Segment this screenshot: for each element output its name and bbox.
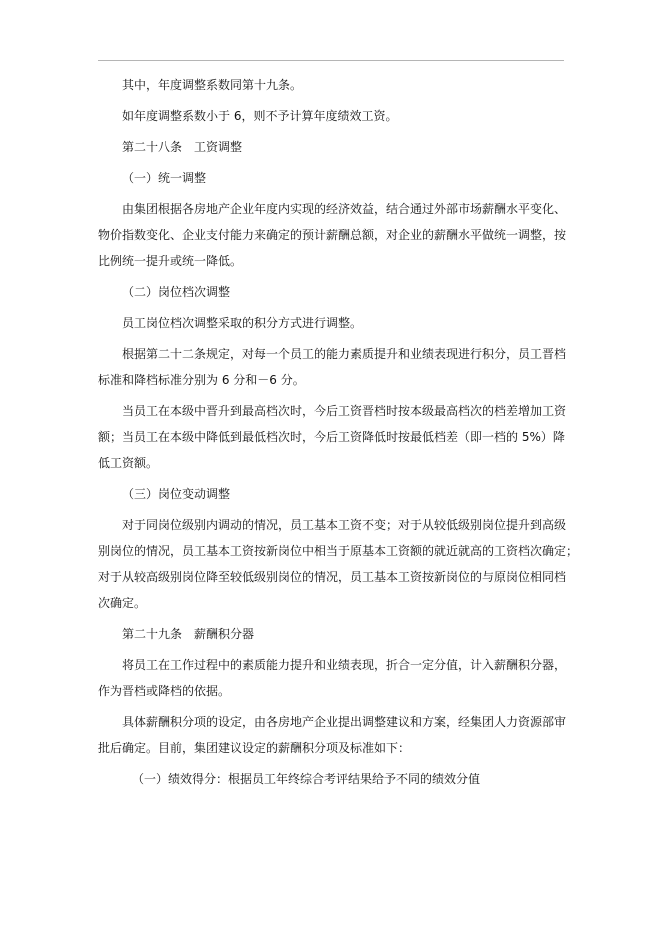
text-line: 具体薪酬积分项的设定，由各房地产企业提出调整建议和方案，经集团人力资源部审 (122, 715, 567, 729)
header-rule (98, 60, 564, 61)
text-line: 次确定。 (98, 596, 147, 610)
text-line: 作为晋档或降档的依据。 (98, 684, 231, 698)
text-line: 物价指数变化、企业支付能力来确定的预计薪酬总额，对企业的薪酬水平做统一调整，按 (98, 228, 567, 242)
text-line: 将员工在工作过程中的素质能力提升和业绩表现，折合一定分值，计入薪酬积分器， (122, 658, 567, 672)
text-line: 员工岗位档次调整采取的积分方式进行调整。 (122, 316, 363, 330)
text-line: 当员工在本级中晋升到最高档次时，今后工资晋档时按本级最高档次的档差增加工资 (122, 404, 567, 418)
text-line: 低工资额。 (98, 456, 159, 470)
text-line: （一）绩效得分：根据员工年终综合考评结果给予不同的绩效分值 (132, 772, 481, 786)
text-line: 第二十八条 工资调整 (122, 140, 243, 154)
text-line: （一）统一调整 (122, 171, 207, 185)
paragraph-lines (98, 72, 579, 792)
document-body (98, 72, 579, 792)
text-line: 标准和降档标准分别为 6 分和－6 分。 (98, 373, 305, 387)
text-line: 其中，年度调整系数同第十九条。 (122, 78, 303, 92)
text-line: 对于从较高级别岗位降至较低级别岗位的情况，员工基本工资按新岗位的与原岗位相同档 (98, 570, 567, 584)
text-line: （三）岗位变动调整 (122, 487, 231, 501)
text-line: 额；当员工在本级中降低到最低档次时，今后工资降低时按最低档差（即一档的 5%）降 (98, 430, 565, 444)
text-line: 别岗位的情况，员工基本工资按新岗位中相当于原基本工资额的就近就高的工资档次确定； (98, 544, 579, 558)
text-line: 对于同岗位级别内调动的情况，员工基本工资不变；对于从较低级别岗位提升到高级 (122, 518, 567, 532)
text-line: 比例统一提升或统一降低。 (98, 254, 243, 268)
text-line: （二）岗位档次调整 (122, 285, 231, 299)
text-line: 根据第二十二条规定，对每一个员工的能力素质提升和业绩表现进行积分，员工晋档 (122, 347, 567, 361)
text-line: 如年度调整系数小于 6，则不予计算年度绩效工资。 (122, 109, 398, 123)
text-line: 第二十九条 薪酬积分器 (122, 627, 255, 641)
text-line: 批后确定。目前，集团建议设定的薪酬积分项及标准如下： (98, 741, 411, 755)
text-line: 由集团根据各房地产企业年度内实现的经济效益，结合通过外部市场薪酬水平变化、 (122, 202, 567, 216)
